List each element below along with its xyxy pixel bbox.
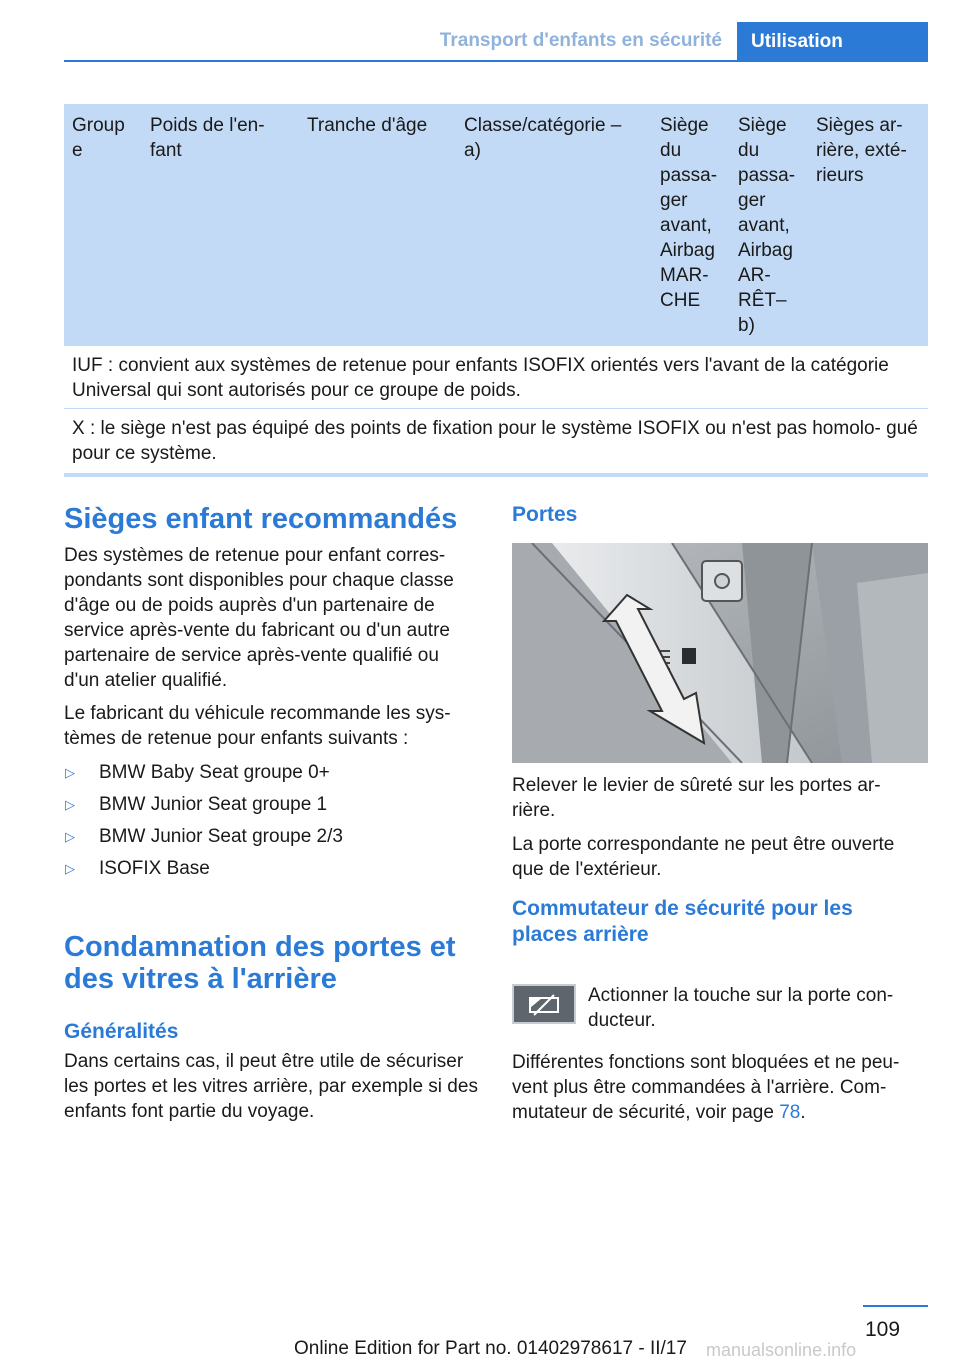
- list-item: ▷ BMW Baby Seat groupe 0+: [65, 762, 330, 783]
- child-lock-switch-icon: [512, 984, 576, 1024]
- bullet-triangle-icon: ▷: [65, 861, 75, 876]
- para-press: Actionner la touche sur la porte con‐ ducteur.: [588, 985, 894, 1031]
- heading-recommended-seats: Sièges enfant recommandés: [64, 503, 458, 535]
- para-manufacturer: Le fabricant du véhicule recommande les sys‐ tèmes de retenue pour enfants suivants :: [64, 703, 451, 749]
- para-lever: Relever le levier de sûreté sur les portes ar‐ rière.: [512, 775, 881, 821]
- para-blocked: Différentes fonctions sont bloquées et ne peu‐ vent plus être commandées à l'arrière. Com‐ mutateur de sécurité, voir page 78.: [512, 1052, 900, 1123]
- para-recommended: Des systèmes de retenue pour enfant corres‐ pondants sont disponibles pour chaque classe d'âge ou de poids auprès d'un partenaire de service après-vente du fabricant ou d'un autre partenaire de service après-vente qualifié ou d'un atelier qualifié.: [64, 545, 454, 691]
- th-group: Group e: [72, 115, 125, 161]
- heading-safety-switch: Commutateur de sécurité pour les places arrière: [512, 897, 853, 946]
- list-item: ▷ ISOFIX Base: [65, 858, 210, 879]
- th-weight: Poids de l'en- fant: [150, 115, 265, 161]
- th-rear-outer: Sièges ar- rière, exté- rieurs: [816, 115, 907, 186]
- heading-doors: Portes: [512, 503, 578, 526]
- list-item: ▷ BMW Junior Seat groupe 2/3: [65, 826, 343, 847]
- para-press-wrap: [588, 983, 928, 1033]
- footer-rule: [863, 1305, 928, 1307]
- watermark: manualsonline.info: [706, 1340, 857, 1360]
- bullet-triangle-icon: ▷: [65, 765, 75, 780]
- th-front-airbag-off: Siège du passa- ger avant, Airbag AR- RÊT– b): [738, 115, 796, 336]
- window-lock-icon: [514, 986, 574, 1022]
- edition-note: Online Edition for Part no. 01402978617 - II/17: [294, 1338, 687, 1359]
- th-class: Classe/catégorie – a): [464, 115, 622, 161]
- th-front-airbag-on: Siège du passa- ger avant, Airbag MAR- CHE: [660, 115, 718, 311]
- table-note-iuf: IUF : convient aux systèmes de retenue pour enfants ISOFIX orientés vers l'avant de la catégorie Universal qui sont autorisés pour ce groupe de poids.: [64, 346, 928, 409]
- left-column: [64, 503, 479, 888]
- para-general: Dans certains cas, il peut être utile de sécuriser les portes et les vitres arrière, par exemple si des enfants font partie du voyage.: [64, 1051, 478, 1122]
- door-child-lock-illustration: [512, 543, 928, 763]
- left-column-lock: [64, 931, 479, 1124]
- page-link[interactable]: 78: [779, 1102, 801, 1123]
- running-header-tab: Utilisation: [737, 22, 928, 62]
- page-number: 109: [865, 1318, 901, 1341]
- door-lock-drawing: [512, 543, 928, 763]
- running-header-section: Transport d'enfants en sécurité: [439, 30, 722, 51]
- header-rule: [64, 60, 928, 62]
- bullet-triangle-icon: ▷: [65, 829, 75, 844]
- heading-general: Généralités: [64, 1020, 179, 1043]
- table-header-row: [64, 104, 928, 346]
- recommended-seat-list: [64, 760, 479, 881]
- bullet-triangle-icon: ▷: [65, 797, 75, 812]
- heading-doors-wrap: [512, 502, 928, 528]
- table-bottom-rule: [64, 473, 928, 477]
- list-item: ▷ BMW Junior Seat groupe 1: [65, 794, 328, 815]
- isofix-table: [64, 104, 928, 477]
- right-column: [512, 773, 928, 948]
- heading-lock-doors: Condamnation des portes et des vitres à l'arrière: [64, 931, 456, 995]
- para-blocked-wrap: [512, 1050, 928, 1125]
- table-note-x: X : le siège n'est pas équipé des points de fixation pour le système ISOFIX ou n'est pas homolo‐ gué pour ce système.: [72, 418, 918, 464]
- para-outside: La porte correspondante ne peut être ouverte que de l'extérieur.: [512, 834, 895, 880]
- th-age: Tranche d'âge: [307, 115, 428, 136]
